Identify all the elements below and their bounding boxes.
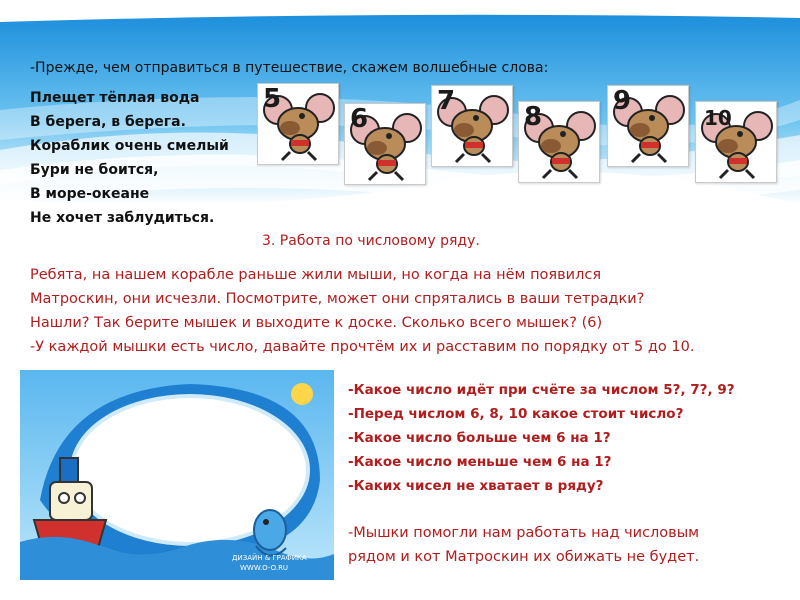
- story-line: Нашли? Так берите мышек и выходите к доске. Сколько всего мышек? (6): [30, 315, 603, 331]
- mouse-number: 5: [263, 84, 282, 114]
- mouse-number: 9: [613, 86, 632, 116]
- mouse-number: 6: [350, 104, 369, 134]
- mouse-card-5[interactable]: [257, 83, 339, 165]
- mouse-card-9[interactable]: [607, 85, 689, 167]
- question-item: -Какое число меньше чем 6 на 1?: [348, 454, 612, 470]
- poem-line: Не хочет заблудиться.: [30, 210, 215, 226]
- conclusion-line: рядом и кот Матроскин их обижать не будет.: [348, 549, 700, 565]
- poem-line: В море-океане: [30, 186, 150, 202]
- question-item: -Каких чисел не хватает в ряду?: [348, 478, 604, 494]
- poem-line: Плещет тёплая вода: [30, 90, 200, 106]
- section-title: 3. Работа по числовому ряду.: [262, 233, 480, 249]
- story-line: Ребята, на нашем корабле раньше жили мыши, но когда на нём появился: [30, 267, 602, 283]
- question-list: [348, 378, 735, 498]
- story-line: Матроскин, они исчезли. Посмотрите, может они спрятались в ваши тетрадки?: [30, 291, 645, 307]
- poem-line: Кораблик очень смелый: [30, 138, 229, 154]
- intro-text: -Прежде, чем отправиться в путешествие, скажем волшебные слова:: [30, 60, 549, 76]
- story-line: -У каждой мышки есть число, давайте прочтём их и расставим по порядку от 5 до 10.: [30, 339, 695, 355]
- question-item: -Какое число идёт при счёте за числом 5?, 7?, 9?: [348, 382, 735, 398]
- poem: [30, 86, 229, 230]
- question-item: -Какое число больше чем 6 на 1?: [348, 430, 611, 446]
- poem-line: Бури не боится,: [30, 162, 159, 178]
- story-text: [30, 263, 780, 359]
- ship-wave-frame-image: [20, 370, 334, 580]
- mouse-card-8[interactable]: [518, 101, 600, 183]
- mouse-number: 7: [437, 86, 456, 116]
- mouse-card-7[interactable]: [431, 85, 513, 167]
- conclusion-text: [348, 521, 788, 569]
- question-item: -Перед числом 6, 8, 10 какое стоит число?: [348, 406, 684, 422]
- mouse-card-6[interactable]: [344, 103, 426, 185]
- conclusion-line: -Мышки помогли нам работать над числовым: [348, 525, 700, 541]
- mouse-number: 10: [704, 106, 732, 130]
- mouse-card-10[interactable]: [695, 101, 777, 183]
- mouse-number: 8: [524, 102, 543, 132]
- poem-line: В берега, в берега.: [30, 114, 186, 130]
- watermark-line: WWW.O-O.RU: [240, 564, 289, 572]
- watermark-line: ДИЗАЙН & ГРАФИКА: [232, 554, 307, 562]
